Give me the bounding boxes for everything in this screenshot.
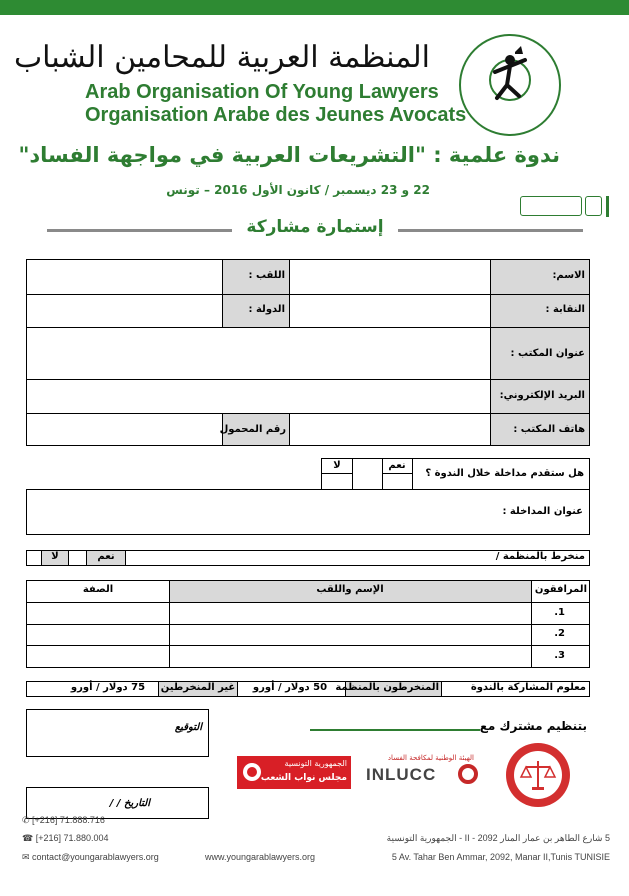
inlucc-name: INLUCC <box>366 765 437 784</box>
email-label: البريد الإلكتروني: <box>499 390 585 401</box>
companion-1-name-field[interactable] <box>169 602 532 625</box>
surname-label: اللقب : <box>248 270 285 281</box>
companion-1-index: 1. <box>554 607 565 618</box>
reference-marker <box>606 196 609 217</box>
yes-label: نعم <box>388 460 406 471</box>
fees-nonmembers-value: 75 دولار / أورو <box>70 682 146 693</box>
mobile-field[interactable] <box>26 413 223 446</box>
office-phone-field[interactable] <box>289 413 491 446</box>
companion-2-index: 2. <box>554 628 565 639</box>
bar-association-seal <box>506 743 570 807</box>
intervention-no-checkbox[interactable] <box>321 473 353 490</box>
office-address-label: عنوان المكتب : <box>510 348 585 359</box>
footer-email[interactable]: contact@youngarablawyers.org <box>32 852 159 862</box>
email-field[interactable] <box>26 379 491 414</box>
reference-box-small[interactable] <box>585 196 602 216</box>
inlucc-logo <box>362 752 486 792</box>
member-yes-checkbox[interactable] <box>68 550 87 566</box>
footer-fax-row <box>22 833 109 844</box>
member-no-checkbox[interactable] <box>26 550 42 566</box>
fees-nonmembers-label: غير المنخرطين <box>160 682 236 693</box>
signature-field[interactable] <box>26 709 209 757</box>
companion-2-role-field[interactable] <box>26 624 170 646</box>
date-label: التاريخ / / <box>109 798 150 809</box>
bar-label: النقابة : <box>545 304 585 315</box>
org-name-english: Arab Organisation Of Young Lawyers <box>85 81 439 103</box>
intervention-title-label: عنوان المداخلة : <box>502 506 583 517</box>
member-label: منخرط بالمنظمة / <box>495 551 585 562</box>
footer-phone: [+216] 71.888.716 <box>32 815 105 825</box>
parliament-logo <box>237 756 351 789</box>
companion-2-name-field[interactable] <box>169 624 532 646</box>
title-rule-left <box>47 229 232 232</box>
intervention-yes-checkbox[interactable] <box>382 473 413 490</box>
footer-email-row <box>22 852 159 863</box>
office-address-field[interactable] <box>26 327 491 380</box>
companion-3-name-field[interactable] <box>169 645 532 668</box>
email-icon: ✉ <box>22 852 33 862</box>
footer-phone-row <box>22 815 105 826</box>
form-title: إستمارة مشاركة <box>246 217 384 237</box>
companion-3-role-field[interactable] <box>26 645 170 668</box>
organization-logo <box>455 30 565 140</box>
inlucc-arabic-name: الهيئة الوطنية لمكافحة الفساد <box>387 754 474 762</box>
tunisia-flag-icon <box>243 763 261 781</box>
parliament-top-text: الجمهورية التونسية <box>284 759 347 768</box>
companion-1-role-field[interactable] <box>26 602 170 625</box>
parliament-name: مجلس نواب الشعب <box>260 773 347 783</box>
header-bar <box>0 0 629 15</box>
bar-field[interactable] <box>289 294 491 328</box>
intervention-spacer <box>352 458 383 490</box>
companions-header-index-text: المرافقون <box>534 584 587 595</box>
event-title: ندوة علمية : "التشريعات العربية في مواجهة الفساد" <box>18 143 560 167</box>
office-phone-label: هاتف المكتب : <box>513 424 585 435</box>
member-yes-label: نعم <box>97 551 115 562</box>
fees-members-value: 50 دولار / أورو <box>252 682 328 693</box>
inlucc-ring-icon <box>458 764 478 784</box>
fees-label: معلوم المشاركة بالندوة <box>470 682 586 693</box>
fax-icon: ☎ <box>22 833 36 843</box>
partners-heading: بتنظيم مشترك مع <box>479 719 587 733</box>
fees-members-label: المنخرطون بالمنظمة <box>335 682 439 693</box>
member-no-label: لا <box>51 551 59 562</box>
phone-icon: ✆ <box>22 815 33 825</box>
companions-header-name-text: الإسم واللقب <box>316 584 384 595</box>
signature-label: التوقيع <box>174 722 202 733</box>
name-field[interactable] <box>289 259 491 295</box>
footer-address-arabic: 5 شارع الطاهر بن عمار المنار II - 2092 - الجمهورية التونسية <box>386 833 610 843</box>
footer-address-french: 5 Av. Tahar Ben Ammar, 2092, Manar II,Tunis TUNISIE <box>391 852 610 862</box>
no-label: لا <box>333 460 341 471</box>
event-date: 22 و 23 ديسمبر / كانون الأول 2016 – تونس <box>166 183 430 197</box>
title-rule-right <box>398 229 583 232</box>
name-label: الاسم: <box>552 270 585 281</box>
partners-rule <box>310 729 480 731</box>
companions-header-role-text: الصفة <box>82 584 114 595</box>
intervention-question: هل ستقدم مداخلة خلال الندوة ؟ <box>425 468 584 479</box>
country-field[interactable] <box>26 294 223 328</box>
footer-website[interactable]: www.youngarablawyers.org <box>205 852 316 862</box>
country-label: الدولة : <box>248 304 285 315</box>
mobile-label: رقم المحمول <box>219 424 286 435</box>
footer-fax: [+216] 71.880.004 <box>35 833 109 843</box>
surname-field[interactable] <box>26 259 223 295</box>
org-name-arabic: المنظمة العربية للمحامين الشباب <box>13 40 430 75</box>
reference-box[interactable] <box>520 196 582 216</box>
companion-3-index: 3. <box>554 650 565 661</box>
org-name-french: Organisation Arabe des Jeunes Avocats <box>85 104 467 126</box>
